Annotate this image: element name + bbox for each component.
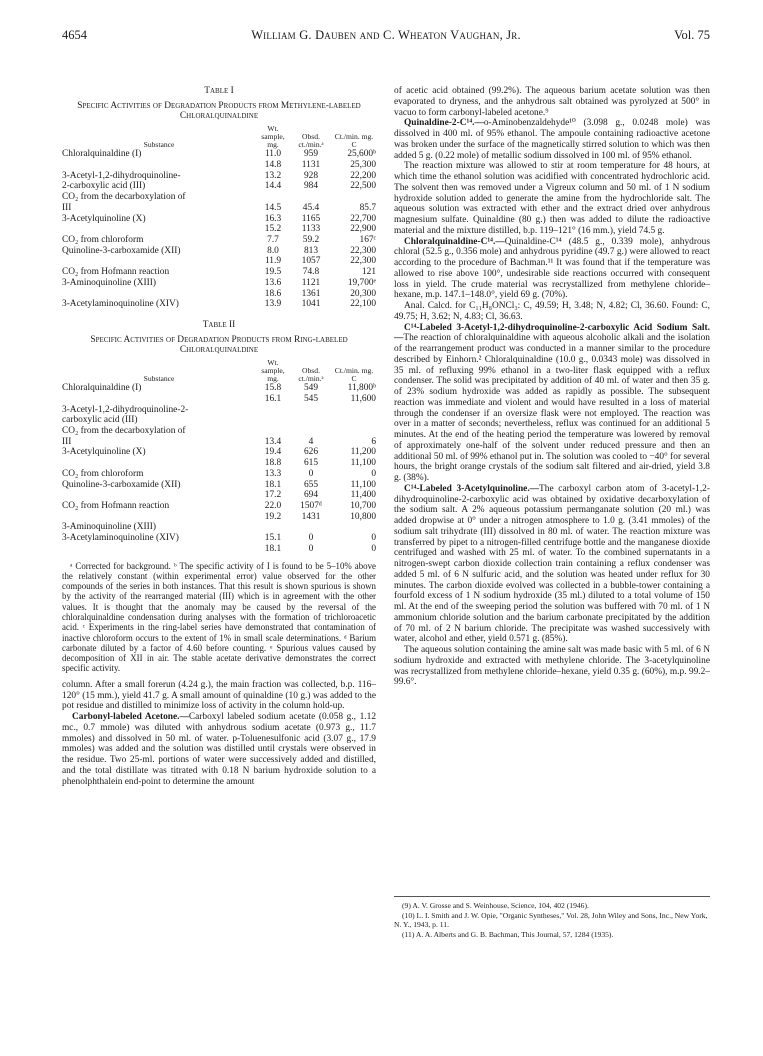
table-cell-label: 3-Acetylquinoline (X) <box>62 213 146 224</box>
table-cell-label: Quinoline-3-carboxamide (XII) <box>62 479 181 490</box>
paragraph <box>394 323 710 484</box>
table-row <box>62 512 376 523</box>
table-cell-ct: 85.7 <box>359 202 376 213</box>
table-cell-wt: 15.8 <box>264 383 282 394</box>
table1-body <box>62 149 376 310</box>
table-cell-ct: 19,700ᵉ <box>347 277 376 288</box>
table-cell-ct <box>332 192 376 203</box>
table-cell-obsd: 1121 <box>301 277 321 288</box>
table-cell-ct: 11,600 <box>350 393 376 404</box>
table-cell-obsd <box>290 522 332 533</box>
paragraph-text: Anal. Calcd. for C₁₁H₈ONCl₃: C, 49.59; H, 3.48; N, 4.82; Cl, 36.60. Found: C, 49.75; H, 3.62; N, 4.83; Cl, 36.63. <box>394 301 710 322</box>
table-cell-ct: 10,800 <box>350 511 376 522</box>
table-row <box>62 256 376 267</box>
table-cell-obsd: 0 <box>308 533 314 544</box>
table2-title: Specific Activities of Degradation Products from Ring-labeled Chloralquinaldine <box>90 334 348 356</box>
table-row <box>62 224 376 235</box>
table-row <box>62 171 376 182</box>
table-cell-wt <box>256 426 290 437</box>
table-cell-label: 3-Acetylaminoquinoline (XIV) <box>62 299 179 310</box>
paragraph-heading: Quinaldine-2-C¹⁴.— <box>404 118 484 129</box>
table-cell-label: 3-Acetylaminoquinoline (XIV) <box>62 533 179 544</box>
table2-caption: Table II <box>202 319 236 330</box>
table-cell-obsd <box>290 405 332 416</box>
paragraph-heading: C¹⁴-Labeled 3-Acetylquinoline.— <box>404 483 540 494</box>
table-cell-label: CO₂ from the decarboxylation of <box>62 426 186 437</box>
table-cell-obsd: 59.2 <box>302 234 320 245</box>
left-body-text <box>62 680 376 788</box>
table-row <box>62 415 376 426</box>
table2-col-substance: Substance <box>143 374 175 384</box>
paragraph-heading: Carbonyl-labeled Acetone.— <box>72 712 189 723</box>
table2-col-obsd: Obsd. ct./min.ᵃ <box>298 365 324 384</box>
table-row <box>62 149 376 160</box>
table-cell-ct <box>332 522 376 533</box>
paragraph-heading: Chloralquinaldine-C¹⁴.— <box>404 236 505 247</box>
page-header <box>62 28 710 46</box>
table-cell-label <box>62 394 256 405</box>
table-cell-wt: 11.0 <box>264 149 282 160</box>
table-cell-ct: 22,300 <box>350 256 376 267</box>
paragraph-text: column. After a small forerun (4.24 g.), the main fraction was collected, b.p. 116–120° (15 mm.), yield 41.7 g. A small amount of quinaldine (10 g.) was added to the pot residue and distilled to minimize loss of activity in the column hold-up. <box>62 679 376 712</box>
table-cell-label: CO₂ from chloroform <box>62 468 144 479</box>
table1-col-ct: Ct./min. mg. C <box>334 131 374 150</box>
table2-header-row <box>62 359 376 384</box>
paragraph-text: o-Aminobenzaldehyde¹⁰ (3.098 g., 0.0248 mole) was dissolved in 400 ml. of 95% ethanol. The ampoule containing radioactive acetone was broken under the surface of the magnetically stirred solution to which was then added 5 g. (0.22 mole) of metallic sodium dissolved in 100 ml. of 95% ethanol. <box>394 118 710 161</box>
left-column <box>62 86 376 787</box>
paragraph-text: The reaction of chloralquinaldine with aqueous alcoholic alkali and the isolation of the rearrangement product was conducted in a manner similar to the procedure described by Einhorn.² Chloralquinaldine (10.0 g., 0.0343 mole) was dissolved in 35 ml. of refluxing 99% ethanol in a two-liter flask equipped with a reflux condenser. The solid was precipitated by addition of 40 ml. of water and then 35 g. of 23% sodium hydroxide was added as rapidly as possible. The subsequent reaction was immediate and violent and would have resulted in a loss of material through the condenser if an oversize flask were not employed. The reaction was over in a matter of seconds; nevertheless, reflux was continued for an additional 5 minutes. At the end of the heating period the temperature was lowered by removal of approximately one-half of the solvent under reduced pressure and then an additional 50 ml. of 99% ethanol put in. The solution was cooled to −40° for several hours, the bright orange crystals of the sodium salt filtered and air-dried, yield 3.8 g. (38%). <box>394 333 710 483</box>
reference-item: (11) A. A. Alberts and G. B. Bachman, This Journal, 57, 1284 (1935). <box>402 929 614 939</box>
paragraph <box>394 237 710 302</box>
table-row <box>62 235 376 246</box>
table-cell-ct: 121 <box>361 267 376 278</box>
table-cell-ct: 22,200 <box>350 170 376 181</box>
table-cell-obsd: 984 <box>303 181 319 192</box>
table-cell-label: III <box>62 436 72 447</box>
table-cell-wt: 13.2 <box>264 170 282 181</box>
table-row <box>62 278 376 289</box>
table-cell-label: 3-Acetyl-1,2-dihydroquinoline-2- <box>62 404 189 415</box>
paragraph-heading: C¹⁴-Labeled 3-Acetyl-1,2-dihydroquinoline-2-carboxylic Acid Sodium Salt.— <box>394 322 710 344</box>
table-row <box>62 394 376 405</box>
table-cell-label: carboxylic acid (III) <box>62 415 138 426</box>
table-cell-ct: 10,700 <box>350 501 376 511</box>
table-row <box>62 522 376 533</box>
table-cell-obsd: 1431 <box>301 511 321 522</box>
table-cell-label: CO₂ from chloroform <box>62 234 144 245</box>
table-cell-wt: 15.1 <box>264 533 282 544</box>
table-cell-label: 3-Aminoquinoline (XIII) <box>62 522 156 533</box>
table-cell-wt: 13.9 <box>264 299 282 310</box>
table-cell-ct: 11,800ᵇ <box>347 383 376 394</box>
table-cell-ct: 11,400 <box>350 490 376 501</box>
paragraph <box>394 484 710 645</box>
paragraph-text: The reaction mixture was allowed to stir at room temperature for 48 hours, at which time the ethanol solution was acidified with concentrated hydrochloric acid. The solvent then was removed under a Vigreux column and 50 ml. of 1 N sodium hydroxide solution added to generate the amine from the hydrochloride salt. The aqueous solution was extracted with ether and the extract dried over anhydrous magnesium sulfate. Quinaldine (80 g.) then was added to dilute the radioactive material and the mixture distilled, b.p. 119–121° (16 mm.), yield 74.5 g. <box>394 161 710 236</box>
table-row <box>62 299 376 310</box>
table-cell-ct: 25,300 <box>350 160 376 171</box>
table-cell-wt: 18.8 <box>264 458 282 469</box>
table-cell-obsd: 615 <box>303 458 319 469</box>
table-cell-obsd: 0 <box>308 543 314 554</box>
table-row <box>62 437 376 448</box>
table-cell-ct: 20,300 <box>350 288 376 299</box>
table1-col-wt: Wt. sample, mg. <box>261 123 285 150</box>
table-cell-obsd: 1133 <box>301 224 321 235</box>
table-cell-ct <box>332 405 376 416</box>
paragraph <box>394 301 710 323</box>
paragraph-text: of acetic acid obtained (99.2%). The aqueous barium acetate solution was then evaporated to dryness, and the anhydrous salt obtained was pyrolyzed at 500° in vacuo to form carbonyl-labeled acetone.⁹ <box>394 86 710 118</box>
table-cell-wt <box>256 192 290 203</box>
table-cell-ct <box>332 426 376 437</box>
table-cell-ct: 22,900 <box>350 224 376 235</box>
table-cell-ct <box>332 415 376 426</box>
table-cell-ct: 11,200 <box>350 447 376 458</box>
paragraph <box>394 118 710 161</box>
table-row <box>62 246 376 257</box>
table2-col-ct: Ct./min. mg. C <box>334 365 374 384</box>
table-cell-wt: 13.4 <box>264 436 282 447</box>
table-cell-obsd: 1165 <box>301 213 321 224</box>
reference-item: (9) A. V. Grosse and S. Weinhouse, Science, 104, 402 (1946). <box>402 901 589 910</box>
table1-caption: Table I <box>204 86 234 96</box>
table-cell-label <box>62 512 256 523</box>
table-row <box>62 469 376 480</box>
paragraph-text: The aqueous solution containing the amine salt was made basic with 5 ml. of 6 N sodium hydroxide and extracted with methylene chloride. The 3-acetylquinoline was recrystallized from methylene chloride–hexane, yield 0.35 g. (60%), m.p. 99.2–99.6°. <box>394 645 710 688</box>
table-cell-obsd <box>290 192 332 203</box>
table-cell-ct: 22,100 <box>350 299 376 310</box>
table-cell-label: Quinoline-3-carboxamide (XII) <box>62 245 181 256</box>
table-cell-wt: 14.5 <box>264 202 282 213</box>
table-cell-wt: 19.5 <box>264 267 282 278</box>
table-cell-wt: 19.2 <box>264 511 282 522</box>
references <box>394 896 710 939</box>
table-row <box>62 289 376 300</box>
table-cell-wt: 16.3 <box>264 213 282 224</box>
table-row <box>62 426 376 437</box>
table-row <box>62 501 376 512</box>
table-cell-label: III <box>62 202 72 213</box>
volume-label: Vol. 75 <box>674 28 710 42</box>
table-cell-obsd: 813 <box>303 245 319 256</box>
paragraph <box>62 680 376 712</box>
table-cell-wt: 18.1 <box>264 479 282 490</box>
table-cell-wt: 13.6 <box>264 277 282 288</box>
running-authors: William G. Dauben and C. Wheaton Vaughan, Jr. <box>251 28 521 42</box>
table-cell-ct: 25,600ᵇ <box>347 149 376 160</box>
table-cell-wt <box>256 522 290 533</box>
table-cell-wt: 14.8 <box>264 160 282 171</box>
table1-col-substance: Substance <box>143 140 175 150</box>
table-cell-obsd <box>290 426 332 437</box>
table-cell-ct: 167ᶜ <box>359 234 376 245</box>
table-cell-label: 3-Aminoquinoline (XIII) <box>62 277 156 288</box>
table-cell-ct: 22,300 <box>350 245 376 256</box>
table-cell-obsd: 4 <box>308 436 314 447</box>
table-cell-obsd: 0 <box>308 468 314 479</box>
table-cell-label <box>62 544 256 555</box>
table-cell-wt: 13.3 <box>264 468 282 479</box>
paragraph-text: Quinaldine-C¹⁴ (48.5 g., 0.339 mole), anhydrous chloral (52.5 g., 0.356 mole) and anhydrous pyridine (49.7 g.) were allowed to react according to the procedure of Bachman.¹¹ It was found that if the temperature was allowed to rise above 100°, undesirable side reactions occurred with consequent loss in yield. The crude material was recrystallized from methylene chloride–hexane, m.p. 147.1–148.0°, yield 69 g. (70%). <box>394 236 710 301</box>
table-row <box>62 160 376 171</box>
table-cell-label <box>62 256 256 267</box>
table-cell-obsd: 1041 <box>301 299 321 310</box>
table-cell-ct: 0 <box>371 533 376 544</box>
table-row <box>62 203 376 214</box>
table-cell-obsd: 45.4 <box>302 202 320 213</box>
table-cell-wt: 16.1 <box>264 393 282 404</box>
table-cell-wt: 22.0 <box>264 501 282 511</box>
table-cell-wt: 15.2 <box>264 224 282 235</box>
table-cell-label: 3-Acetylquinoline (X) <box>62 447 146 458</box>
table-cell-obsd: 1057 <box>301 256 321 267</box>
table-row <box>62 214 376 225</box>
table-row <box>62 405 376 416</box>
table1 <box>62 125 376 310</box>
table-row <box>62 383 376 394</box>
table-cell-obsd: 74.8 <box>302 267 320 278</box>
right-body-text <box>394 86 710 688</box>
table-row <box>62 480 376 491</box>
table-row <box>62 458 376 469</box>
table-cell-obsd: 928 <box>303 170 319 181</box>
table1-header-row <box>62 125 376 150</box>
table-cell-label: CO₂ from Hofmann reaction <box>62 501 170 511</box>
table-row <box>62 267 376 278</box>
table-cell-label <box>62 490 256 501</box>
table-cell-ct: 6 <box>371 436 376 447</box>
table2-body <box>62 383 376 554</box>
table-footnotes: ᵃ Corrected for background. ᵇ The specific activity of I is found to be 5–10% above the relatively constant (within experimental error) value observed for the other compounds of the series in both instances. That this result is shown spurious is shown by the activity of the rearranged material (III) which is in agreement with the other values. It is thought that the anomaly may be caused by the reversal of the chloralquinaldine condensation during analyses with the formation of trichloroacetic acid. ᶜ Experiments in the ring-label series have demonstrated that contamination of inactive chloroform occurs to the extent of 1% in small scale determinations. ᵈ Barium carbonate diluted by a factor of 4.60 before counting. ᵉ Spurious values caused by decomposition of XII in air. The stable acetate derivative demonstrates the correct specific activity. <box>62 560 376 674</box>
table-cell-obsd <box>290 415 332 426</box>
paragraph <box>62 712 376 787</box>
table2 <box>62 359 376 555</box>
table-row <box>62 544 376 555</box>
table-cell-wt: 18.1 <box>264 543 282 554</box>
table-cell-obsd: 1507ᵈ <box>300 501 322 511</box>
table-row <box>62 447 376 458</box>
table-cell-ct: 0 <box>371 468 376 479</box>
table-cell-label <box>62 458 256 469</box>
table-row <box>62 490 376 501</box>
table-cell-wt: 8.0 <box>267 245 279 256</box>
table-cell-wt: 18.6 <box>264 288 282 299</box>
table-cell-label: 2-carboxylic acid (III) <box>62 181 146 192</box>
page-number: 4654 <box>62 28 87 42</box>
table-cell-label <box>62 160 256 171</box>
table-row <box>62 181 376 192</box>
paragraph-text: Carboxyl labeled sodium acetate (0.058 g., 1.12 mc., 0.7 mmole) was diluted with anhydrous sodium acetate (0.973 g., 11.7 mmoles) and dissolved in 50 ml. of water. p-Toluenesulfonic acid (3.07 g., 17.9 mmoles) was added and the solution was distilled until crystals were observed in the residue. Two 25-ml. portions of water were successively added and distilled, and the total distillate was titrated with 0.18 N barium hydroxide solution to a phenolphthalein end-point to determine the amount <box>62 712 377 787</box>
table-cell-label: CO₂ from the decarboxylation of <box>62 192 186 203</box>
table-cell-obsd: 1131 <box>301 160 321 171</box>
table2-col-wt: Wt. sample, mg. <box>261 357 285 384</box>
table-cell-ct: 11,100 <box>350 458 376 469</box>
table-row <box>62 533 376 544</box>
table-cell-wt: 17.2 <box>264 490 282 501</box>
table-cell-ct: 22,500 <box>350 181 376 192</box>
paragraph <box>394 645 710 688</box>
reference-item: (10) L. I. Smith and J. W. Opie, "Organic Syntheses," Vol. 28, John Wiley and Sons, Inc., New York, N. Y., 1943, p. 11. <box>394 910 708 930</box>
table1-col-obsd: Obsd. ct./min.ᵃ <box>298 131 324 150</box>
table-cell-ct: 22,700 <box>350 213 376 224</box>
table-cell-label: Chloralquinaldine (I) <box>62 383 142 394</box>
table-cell-obsd: 626 <box>303 447 319 458</box>
table-row <box>62 192 376 203</box>
table-cell-label <box>62 289 256 300</box>
table-cell-obsd: 959 <box>303 149 319 160</box>
paragraph <box>394 86 710 118</box>
table1-title: Specific Activities of Degradation Products from Methylene-labeled Chloralquinaldine <box>77 100 361 122</box>
table-cell-wt: 19.4 <box>264 447 282 458</box>
table-cell-wt: 14.4 <box>264 181 282 192</box>
table-cell-obsd: 1361 <box>301 288 321 299</box>
table-cell-ct: 11,100 <box>350 479 376 490</box>
table-cell-obsd: 655 <box>303 479 319 490</box>
table-cell-label: CO₂ from Hofmann reaction <box>62 267 170 278</box>
table-cell-wt <box>256 405 290 416</box>
table-cell-ct: 0 <box>371 543 376 554</box>
table-cell-obsd: 549 <box>303 383 319 394</box>
table-cell-label <box>62 224 256 235</box>
table-cell-obsd: 694 <box>303 490 319 501</box>
paragraph <box>394 161 710 236</box>
table-cell-label: 3-Acetyl-1,2-dihydroquinoline- <box>62 170 181 181</box>
right-column <box>394 86 710 688</box>
table-cell-wt: 7.7 <box>267 234 279 245</box>
table-cell-obsd: 545 <box>303 393 319 404</box>
paragraph-text: The carboxyl carbon atom of 3-acetyl-1,2-dihydroquinoline-2-carboxylic acid was obtained by oxidative decarboxylation of the sodium salt. A 2% aqueous potassium permanganate solution (20 ml.) was added dropwise at 0° under a nitrogen atmosphere to 1.0 g. (3.41 mmoles) of the sodium salt trihydrate (III) dissolved in 80 ml. of water. The reaction mixture was transferred by pipet to a nitrogen-filled centrifuge bottle and the manganese dioxide centrifuged and washed with 25 ml. of water. To the combined supernatants in a nitrogen-swept carbon dioxide collection train containing a reflux condenser was added 5 ml. of 6 N sulfuric acid, and the solution was heated under reflux for 30 minutes. The carbon dioxide evolved was collected in a bubble-tower containing a fourfold excess of 1 N sodium hydroxide (35 ml.) diluted to a total volume of 150 ml. At the end of the sweeping period the solution was buffered with 70 ml. of 1 N ammonium chloride solution and the barium carbonate precipitated by the addition of 70 ml. of 2 N barium chloride. The precipitate was washed successively with water, alcohol and ether, yield 0.571 g. (85%). <box>394 483 710 645</box>
table-cell-wt <box>256 415 290 426</box>
table-cell-label: Chloralquinaldine (I) <box>62 149 142 160</box>
table-cell-wt: 11.9 <box>264 256 282 267</box>
